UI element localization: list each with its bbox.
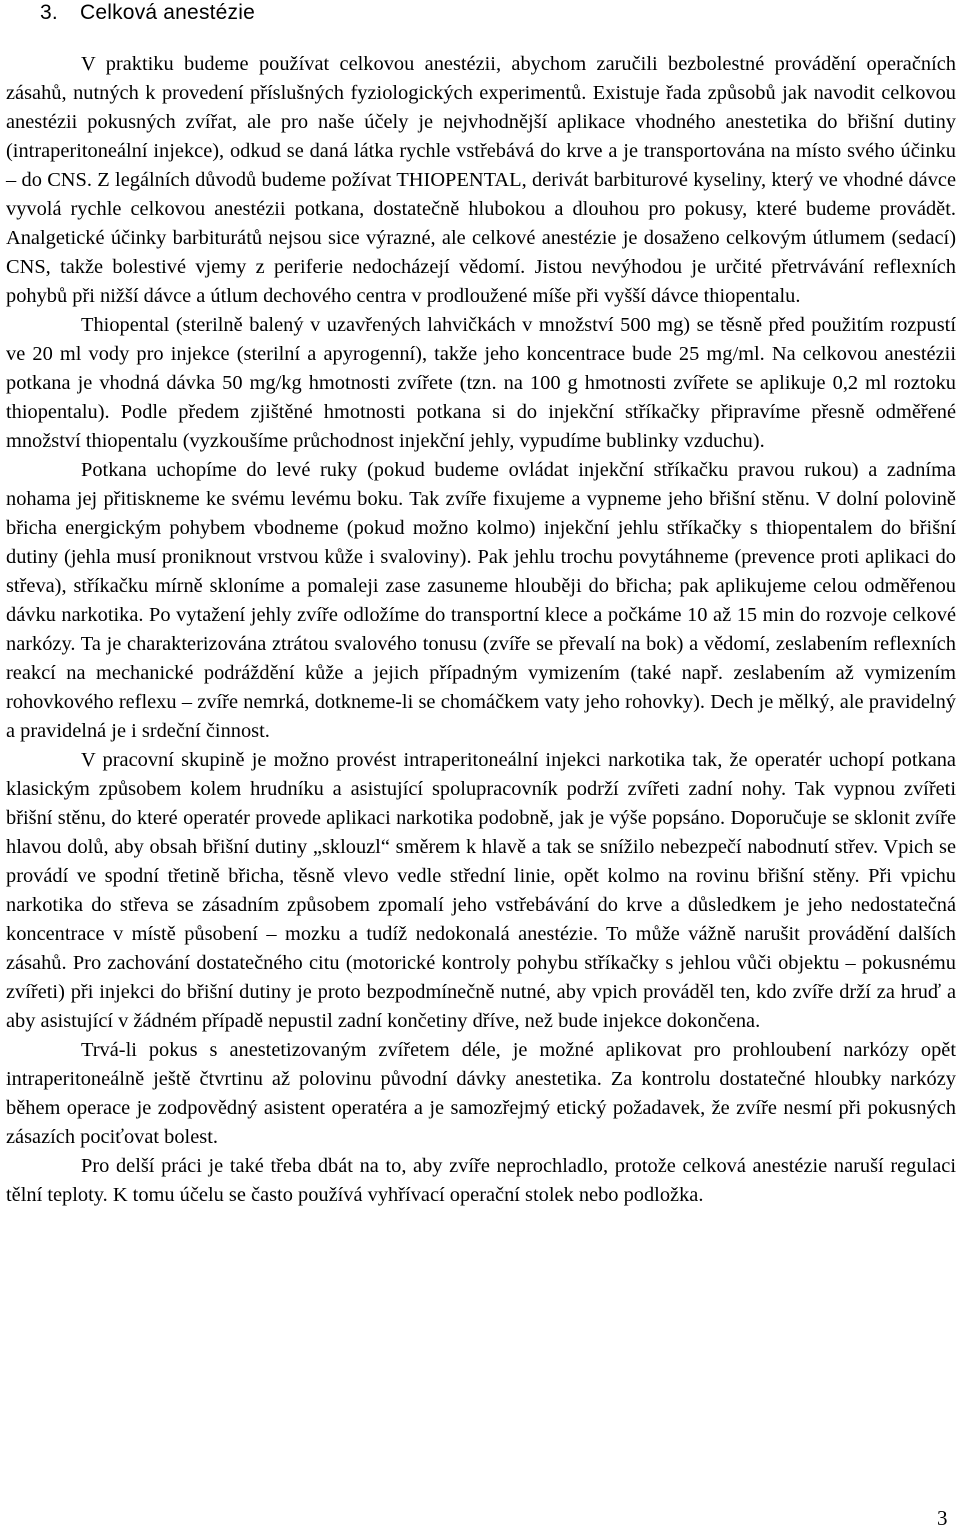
paragraph: V praktiku budeme používat celkovou anestézii, abychom zaručili bezbolestné provádění operačních zásahů, nutných k provedení příslušných fyziologických experimentů. Existuje řada způsobů jak navodit celkovou anestézii pokusných zvířat, ale pro naše účely je nejvhodnější aplikace vhodného anestetika do břišní dutiny (intraperitoneální injekce), odkud se daná látka rychle vstřebává do krve a je transportována na místo svého účinku – do CNS. Z legálních důvodů budeme požívat THIOPENTAL, derivát barbiturové kyseliny, který ve vhodné dávce vyvolá rychle celkovou anestézii potkana, dostatečně hlubokou a dlouhou pro pokusy, které budeme provádět. Analgetické účinky barbiturátů nejsou sice výrazné, ale celkové anestézie je dosaženo celkovým útlumem (sedací) CNS, takže bolestivé vjemy z periferie nedocházejí vědomí. Jistou nevýhodou je určité přetrvávání reflexních pohybů při nižší dávce a útlum dechového centra v prodloužené míše při vyšší dávce thiopentalu. — [6, 53, 956, 307]
section-number: 3. — [40, 1, 58, 24]
section-heading — [40, 0, 255, 26]
paragraph: Potkana uchopíme do levé ruky (pokud budeme ovládat injekční stříkačku pravou rukou) a zadníma nohama jej přitiskneme ke svému levému boku. Tak zvíře fixujeme a vypneme jeho břišní stěnu. V dolní polovině břicha energickým pohybem vbodneme (pokud možno kolmo) injekční jehlu stříkačky s thiopentalem do břišní dutiny (jehla musí proniknout vrstvou kůže i svaloviny). Pak jehlu trochu povytáhneme (prevence proti aplikaci do střeva), stříkačku mírně skloníme a pomaleji zase zasuneme hlouběji do břicha; pak aplikujeme celou odměřenou dávku narkotika. Po vytažení jehly zvíře odložíme do transportní klece a počkáme 10 až 15 min do rozvoje celkové narkózy. Ta je charakterizována ztrátou svalového tonusu (zvíře se převalí na bok) a vědomí, zeslabením reflexních reakcí na mechanické podráždění kůže a jejich případným vymizením (také např. zeslabením až vymizením rohovkového reflexu – zvíře nemrká, dotkneme-li se chomáčkem vaty jeho rohovky). Dech je mělký, ale pravidelný a pravidelná je i srdeční činnost. — [6, 459, 956, 742]
paragraph: V pracovní skupině je možno provést intraperitoneální injekci narkotika tak, že operatér uchopí potkana klasickým způsobem kolem hrudníku a asistující spolupracovník podrží zvířeti zadní nohy. Tak vypnou zvířeti břišní stěnu, do které operatér provede aplikaci narkotika podobně, jak je výše popsáno. Doporučuje se sklonit zvíře hlavou dolů, aby obsah břišní dutiny „sklouzl“ směrem k hlavě a tak se snížilo nebezpečí nabodnutí střev. Vpich se provádí ve spodní třetině břicha, těsně vlevo vedle střední linie, opět kolmo na rovinu břišní stěny. Při vpichu narkotika do střeva se zásadním způsobem zpomalí jeho vstřebávání do krve a důsledkem je jeho nedostatečná koncentrace v místě působení – mozku a tudíž nedokonalá anestézie. To může vážně narušit provádění dalších zásahů. Pro zachování dostatečného citu (motorické kontroly pohybu stříkačky s jehlou vůči objektu – pokusnému zvířeti) při injekci do břišní dutiny je proto bezpodmínečně nutné, aby vpich prováděl ten, kdo zvíře drží za hruď a aby asistující v žádném případě nepustil zadní končetiny dříve, než bude injekce dokončena. — [6, 749, 956, 1032]
paragraph: Trvá-li pokus s anestetizovaným zvířetem déle, je možné aplikovat pro prohloubení narkózy opět intraperitoneálně ještě čtvrtinu až polovinu původní dávky anestetika. Za kontrolu dostatečné hloubky narkózy během operace je zodpovědný asistent operatéra a je samozřejmý etický požadavek, že zvíře nesmí při pokusných zásazích pociťovat bolest. — [6, 1039, 956, 1148]
paragraph: Pro delší práci je také třeba dbát na to, aby zvíře neprochladlo, protože celková anestézie naruší regulaci tělní teploty. K tomu účelu se často používá vyhřívací operační stolek nebo podložka. — [6, 1155, 956, 1206]
section-title: Celková anestézie — [80, 1, 255, 24]
page-number: 3 — [937, 1506, 948, 1530]
body-text — [6, 50, 956, 1210]
paragraph: Thiopental (sterilně balený v uzavřených lahvičkách v množství 500 mg) se těsně před použitím rozpustí ve 20 ml vody pro injekce (sterilní a apyrogenní), takže jeho koncentrace bude 25 mg/ml. Na celkovou anestézii potkana je vhodná dávka 50 mg/kg hmotnosti zvířete (tzn. na 100 g hmotnosti zvířete se aplikuje 0,2 ml roztoku thiopentalu). Podle předem zjištěné hmotnosti potkana si do injekční stříkačky připravíme přesně odměřené množství thiopentalu (vyzkoušíme průchodnost injekční jehly, vypudíme bublinky vzduchu). — [6, 314, 956, 452]
